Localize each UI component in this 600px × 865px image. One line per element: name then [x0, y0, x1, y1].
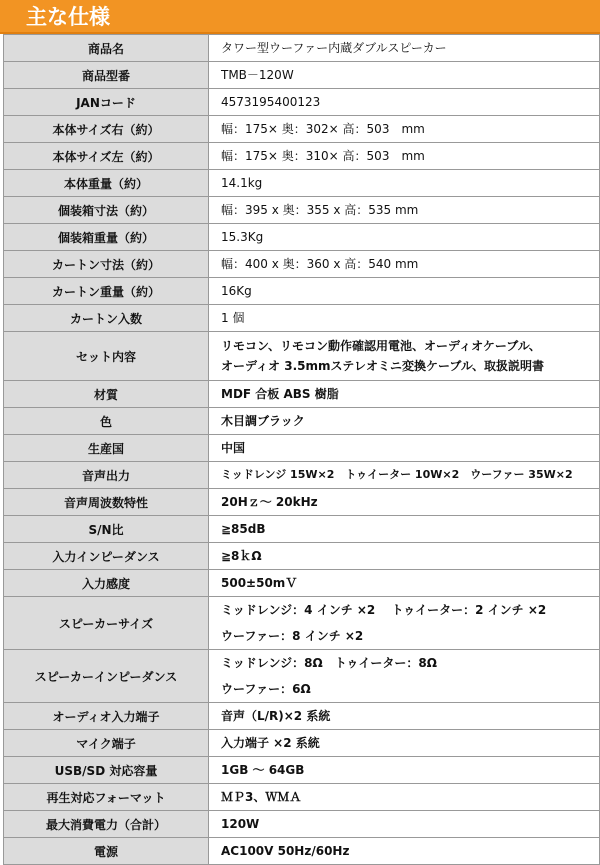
spec-value-line: ミッドレンジ：8Ω トゥイーター：8Ω	[221, 656, 437, 670]
spec-value-line: MDF 合板 ABS 樹脂	[221, 387, 339, 401]
spec-value	[209, 489, 600, 516]
spec-label: 生産国	[4, 435, 209, 462]
spec-value-line: 20Hｚ～ 20kHz	[221, 495, 318, 509]
section-header	[0, 0, 600, 34]
spec-row	[4, 278, 600, 305]
spec-value-line: 幅：175× 奥：310× 高：503 mm	[221, 149, 425, 163]
spec-value	[209, 278, 600, 305]
spec-label: カートン重量（約）	[4, 278, 209, 305]
spec-value-line: リモコン、リモコン動作確認用電池、オーディオケーブル、	[221, 339, 541, 353]
spec-value	[209, 838, 600, 865]
spec-label: 商品名	[4, 35, 209, 62]
spec-label: S/N比	[4, 516, 209, 543]
spec-value-line: オーディオ 3.5mmステレオミニ変換ケーブル、取扱説明書	[221, 359, 544, 373]
spec-label: カートン入数	[4, 305, 209, 332]
spec-row	[4, 543, 600, 570]
spec-row	[4, 462, 600, 489]
spec-value	[209, 197, 600, 224]
spec-value-line: ≧85dB	[221, 522, 266, 536]
spec-value-line: 120W	[221, 817, 260, 831]
spec-label: 入力インピーダンス	[4, 543, 209, 570]
spec-value	[209, 543, 600, 570]
spec-value	[209, 784, 600, 811]
spec-row	[4, 89, 600, 116]
spec-label: マイク端子	[4, 730, 209, 757]
spec-row	[4, 332, 600, 381]
spec-row	[4, 35, 600, 62]
spec-row	[4, 305, 600, 332]
spec-row	[4, 408, 600, 435]
spec-row	[4, 838, 600, 865]
spec-row	[4, 224, 600, 251]
spec-value-line: 音声（L/R)×2 系統	[221, 709, 331, 723]
spec-label: カートン寸法（約）	[4, 251, 209, 278]
spec-label: 入力感度	[4, 570, 209, 597]
spec-value	[209, 408, 600, 435]
spec-value-line: 幅：400 x 奥：360 x 高：540 mm	[221, 257, 419, 271]
spec-value	[209, 35, 600, 62]
section-title: 主な仕様	[26, 5, 110, 29]
spec-row	[4, 730, 600, 757]
spec-value	[209, 730, 600, 757]
spec-label: 音声周波数特性	[4, 489, 209, 516]
spec-label: 本体サイズ右（約）	[4, 116, 209, 143]
spec-value-line: 1 個	[221, 311, 245, 325]
spec-value	[209, 305, 600, 332]
spec-value-line: タワー型ウーファー内蔵ダブルスピーカー	[221, 41, 447, 55]
spec-table	[3, 34, 600, 865]
spec-row	[4, 116, 600, 143]
spec-value	[209, 570, 600, 597]
spec-row	[4, 703, 600, 730]
spec-label: 音声出力	[4, 462, 209, 489]
spec-value-line: 14.1kg	[221, 176, 263, 190]
spec-value	[209, 597, 600, 650]
spec-label: スピーカーインピーダンス	[4, 650, 209, 703]
spec-value-line: AC100V 50Hz/60Hz	[221, 844, 350, 858]
spec-label: 本体重量（約）	[4, 170, 209, 197]
spec-label: 個装箱重量（約）	[4, 224, 209, 251]
spec-row	[4, 435, 600, 462]
spec-value-line: 幅：395 x 奥：355 x 高：535 mm	[221, 203, 419, 217]
spec-row	[4, 143, 600, 170]
spec-value	[209, 811, 600, 838]
spec-row	[4, 381, 600, 408]
spec-row	[4, 650, 600, 703]
spec-row	[4, 516, 600, 543]
spec-value-line: 16Kg	[221, 284, 252, 298]
spec-label: 本体サイズ左（約）	[4, 143, 209, 170]
spec-row	[4, 811, 600, 838]
spec-value	[209, 650, 600, 703]
spec-label: 個装箱寸法（約）	[4, 197, 209, 224]
spec-value-line: 1GB ～ 64GB	[221, 763, 305, 777]
spec-value-line: ウーファー：6Ω	[221, 682, 311, 696]
spec-value	[209, 89, 600, 116]
spec-label: 色	[4, 408, 209, 435]
spec-label: USB/SD 対応容量	[4, 757, 209, 784]
spec-value	[209, 462, 600, 489]
spec-value	[209, 170, 600, 197]
spec-label: 電源	[4, 838, 209, 865]
spec-value	[209, 251, 600, 278]
spec-value	[209, 757, 600, 784]
spec-value-line: 4573195400123	[221, 95, 321, 109]
spec-value-line: 幅：175× 奥：302× 高：503 mm	[221, 122, 425, 136]
spec-label: 再生対応フォーマット	[4, 784, 209, 811]
spec-value-line: TMB－120W	[221, 68, 294, 82]
spec-label: 商品型番	[4, 62, 209, 89]
spec-value	[209, 116, 600, 143]
spec-row	[4, 757, 600, 784]
spec-label: セット内容	[4, 332, 209, 381]
spec-value-line: ミッドレンジ：4 インチ ×2 トゥイーター：2 インチ ×2	[221, 603, 547, 617]
spec-row	[4, 197, 600, 224]
spec-value	[209, 143, 600, 170]
spec-row	[4, 62, 600, 89]
spec-value	[209, 224, 600, 251]
spec-value	[209, 435, 600, 462]
spec-value-line: 500±50mＶ	[221, 576, 298, 590]
spec-row	[4, 170, 600, 197]
spec-row	[4, 570, 600, 597]
spec-value-line: ＭＰ3、ＷＭＡ	[221, 790, 302, 804]
spec-value	[209, 62, 600, 89]
spec-label: スピーカーサイズ	[4, 597, 209, 650]
spec-value	[209, 516, 600, 543]
spec-value-line: ウーファー：8 インチ ×2	[221, 629, 364, 643]
spec-label: 材質	[4, 381, 209, 408]
spec-label: 最大消費電力（合計）	[4, 811, 209, 838]
spec-value-line: 入力端子 ×2 系統	[221, 736, 320, 750]
spec-row	[4, 784, 600, 811]
spec-value	[209, 381, 600, 408]
spec-value-line: 中国	[221, 441, 246, 455]
spec-row	[4, 251, 600, 278]
spec-value-line: ≧8ｋΩ	[221, 549, 262, 563]
spec-value	[209, 703, 600, 730]
spec-row	[4, 489, 600, 516]
spec-label: オーディオ入力端子	[4, 703, 209, 730]
spec-value	[209, 332, 600, 381]
spec-row	[4, 597, 600, 650]
spec-value-line: 木目調ブラック	[221, 414, 305, 428]
spec-label: JANコード	[4, 89, 209, 116]
spec-value-line: ミッドレンジ 15W×2 トゥイーター 10W×2 ウーファー 35W×2	[221, 468, 573, 481]
spec-value-line: 15.3Kg	[221, 230, 264, 244]
